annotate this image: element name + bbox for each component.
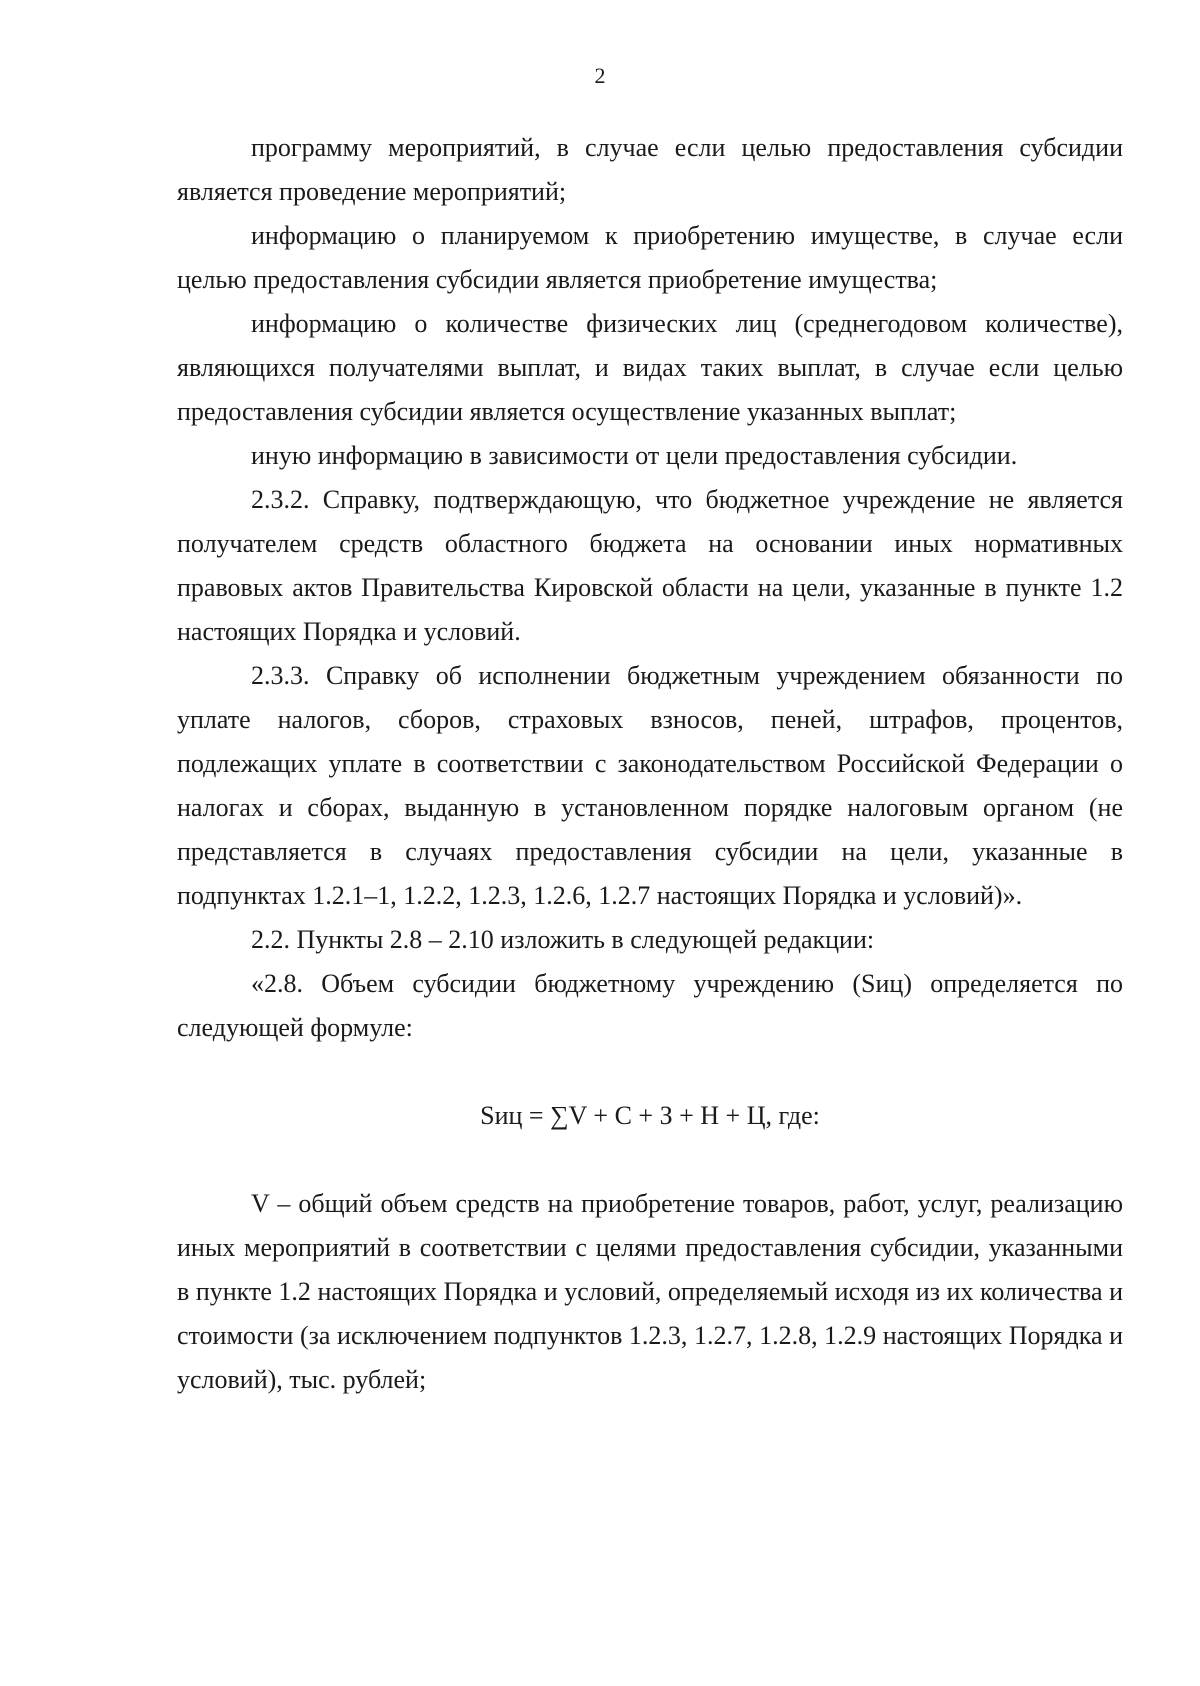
paragraph-property-info: информацию о планируемом к приобретению имуществе, в случае если целью предоставления субсидии является приобретение имущества;: [177, 221, 1123, 294]
paragraph-2-2: 2.2. Пункты 2.8 – 2.10 изложить в следующей редакции:: [251, 925, 875, 954]
page-number: 2: [594, 63, 606, 88]
paragraph-2-3-3: 2.3.3. Справку об исполнении бюджетным учреждением обязанности по уплате налогов, сборов, страховых взносов, пеней, штрафов, процентов, подлежащих уплате в соответствии с законодательством Российской Федерации о налогах и сборах, выданную в установленном порядке налоговым органом (не представляется в случаях предоставления субсидии на цели, указанные в подпунктах 1.2.1–1, 1.2.2, 1.2.3, 1.2.6, 1.2.7 настоящих Порядка и условий)».: [177, 661, 1123, 910]
paragraph-other-info: иную информацию в зависимости от цели предоставления субсидии.: [251, 441, 1018, 470]
paragraph-persons-info: информацию о количестве физических лиц (среднегодовом количестве), являющихся получателями выплат, и видах таких выплат, в случае если целью предоставления субсидии является осуществление указанных выплат;: [177, 309, 1123, 426]
formula: Sиц = ∑V + С + З + Н + Ц, где:: [480, 1101, 820, 1130]
paragraph-event-program: программу мероприятий, в случае если целью предоставления субсидии является проведение мероприятий;: [177, 133, 1123, 206]
paragraph-v-definition: V – общий объем средств на приобретение товаров, работ, услуг, реализацию иных мероприятий в соответствии с целями предоставления субсидии, указанными в пункте 1.2 настоящих Порядка и условий, определяемый исходя из их количества и стоимости (за исключением подпунктов 1.2.3, 1.2.7, 1.2.8, 1.2.9 настоящих Порядка и условий), тыс. рублей;: [177, 1189, 1123, 1394]
paragraph-2-8: «2.8. Объем субсидии бюджетному учреждению (Sиц) определяется по следующей формуле:: [177, 969, 1123, 1042]
document-body: [177, 126, 1123, 1402]
paragraph-2-3-2: 2.3.2. Справку, подтверждающую, что бюджетное учреждение не является получателем средств областного бюджета на основании иных нормативных правовых актов Правительства Кировской области на цели, указанные в пункте 1.2 настоящих Порядка и условий.: [177, 485, 1123, 646]
